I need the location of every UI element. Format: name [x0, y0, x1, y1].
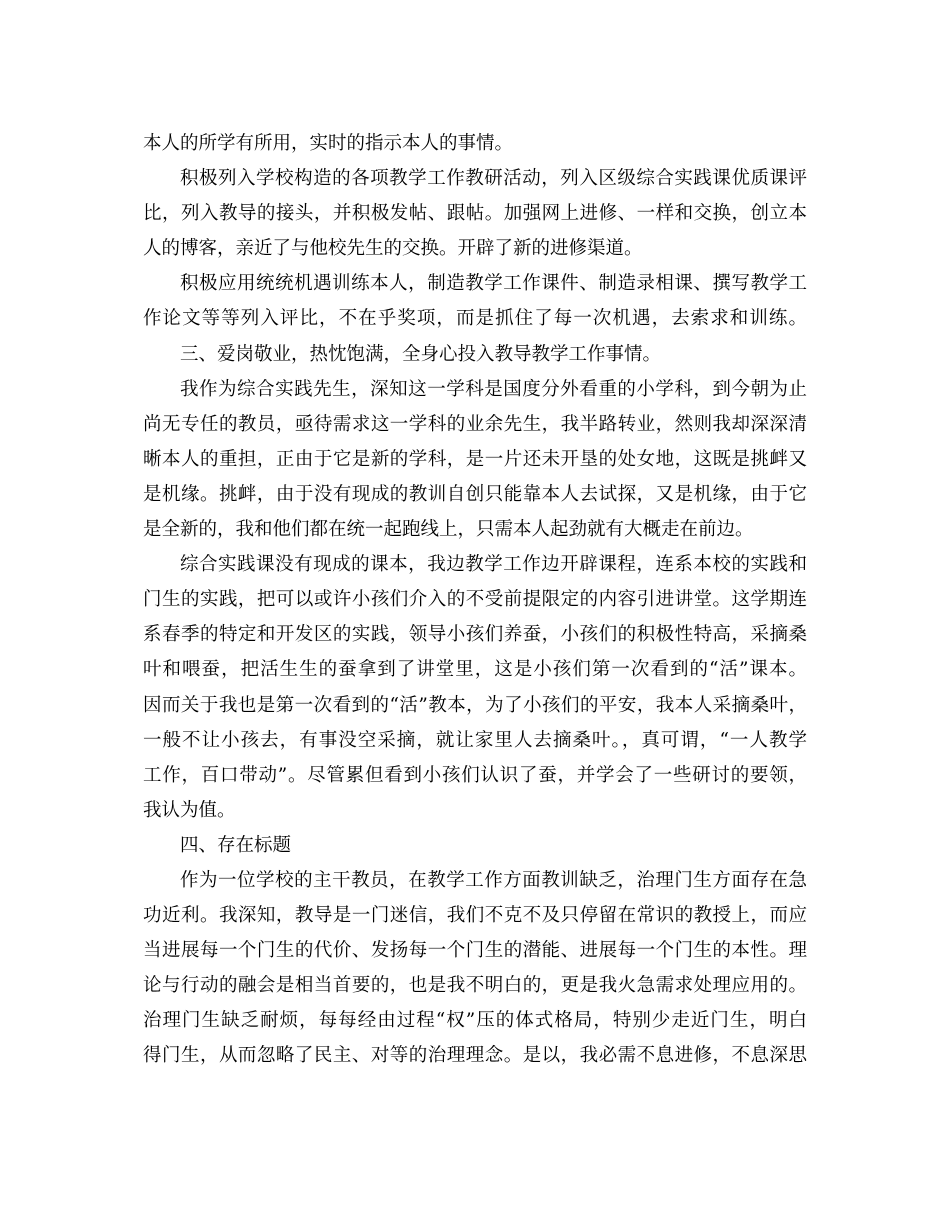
- text-line: 积极列入学校构造的各项教学工作教研活动，列入区级综合实践课优质课评: [180, 168, 807, 190]
- text-line: 作为一位学校的主干教员，在教学工作方面教训缺乏，治理门生方面存在急: [180, 869, 807, 891]
- text-line: 论与行动的融会是相当首要的，也是我不明白的，更是我火急需求处理应用的。: [143, 975, 807, 997]
- text-line: 系春季的特定和开发区的实践，领导小孩们养蚕，小孩们的积极性特高，采摘桑: [143, 624, 807, 646]
- text-line: 得门生，从而忽略了民主、对等的治理理念。是以，我必需不息进修，不息深思: [143, 1045, 807, 1067]
- text-line: 综合实践课没有现成的课本，我边教学工作边开辟课程，连系本校的实践和: [180, 554, 807, 576]
- text-line: 比，列入教导的接头，并积极发帖、跟帖。加强网上进修、一样和交换，创立本: [143, 203, 807, 225]
- text-line: 门生的实践，把可以或许小孩们介入的不受前提限定的内容引进讲堂。这学期连: [143, 589, 807, 611]
- text-line: 工作，百口带动”。尽管累但看到小孩们认识了蚕，并学会了一些研讨的要领，: [143, 764, 807, 786]
- text-line: 四、存在标题: [180, 834, 292, 856]
- text-line: 人的博客，亲近了与他校先生的交换。开辟了新的进修渠道。: [143, 238, 643, 260]
- text-line: 积极应用统统机遇训练本人，制造教学工作课件、制造录相课、撰写教学工: [180, 273, 807, 295]
- text-line: 是全新的，我和他们都在统一起跑线上，只需本人起劲就有大概走在前边。: [143, 519, 754, 541]
- document-body: [143, 126, 807, 1074]
- text-line: 是机缘。挑衅，由于没有现成的教训自创只能靠本人去试探，又是机缘，由于它: [143, 483, 807, 505]
- text-line: 我认为值。: [143, 799, 236, 821]
- text-line: 我作为综合实践先生，深知这一学科是国度分外看重的小学科，到今朝为止: [180, 378, 807, 400]
- text-line: 治理门生缺乏耐烦，每每经由过程“权”压的体式格局，特别少走近门生，明白: [143, 1010, 807, 1032]
- text-line: 当进展每一个门生的代价、发扬每一个门生的潜能、进展每一个门生的本性。理: [143, 940, 807, 962]
- text-line: 作论文等等列入评比，不在乎奖项，而是抓住了每一次机遇，去索求和训练。: [143, 308, 807, 330]
- text-line: 尚无专任的教员，亟待需求这一学科的业余先生，我半路转业，然则我却深深清: [143, 413, 807, 435]
- text-line: 三、爱岗敬业，热忱饱满，全身心投入教导教学工作事情。: [180, 343, 662, 365]
- text-line: 叶和喂蚕，把活生生的蚕拿到了讲堂里，这是小孩们第一次看到的“活”课本。: [143, 659, 807, 681]
- text-line: 晰本人的重担，正由于它是新的学科，是一片还未开垦的处女地，这既是挑衅又: [143, 448, 807, 470]
- text-line: 因而关于我也是第一次看到的“活”教本，为了小孩们的平安，我本人采摘桑叶，: [143, 694, 807, 716]
- text-line: 功近利。我深知，教导是一门迷信，我们不克不及只停留在常识的教授上，而应: [143, 905, 807, 927]
- text-line: 一般不让小孩去，有事没空采摘，就让家里人去摘桑叶。，真可谓，“一人教学: [143, 729, 807, 751]
- text-line: 本人的所学有所用，实时的指示本人的事情。: [143, 133, 514, 154]
